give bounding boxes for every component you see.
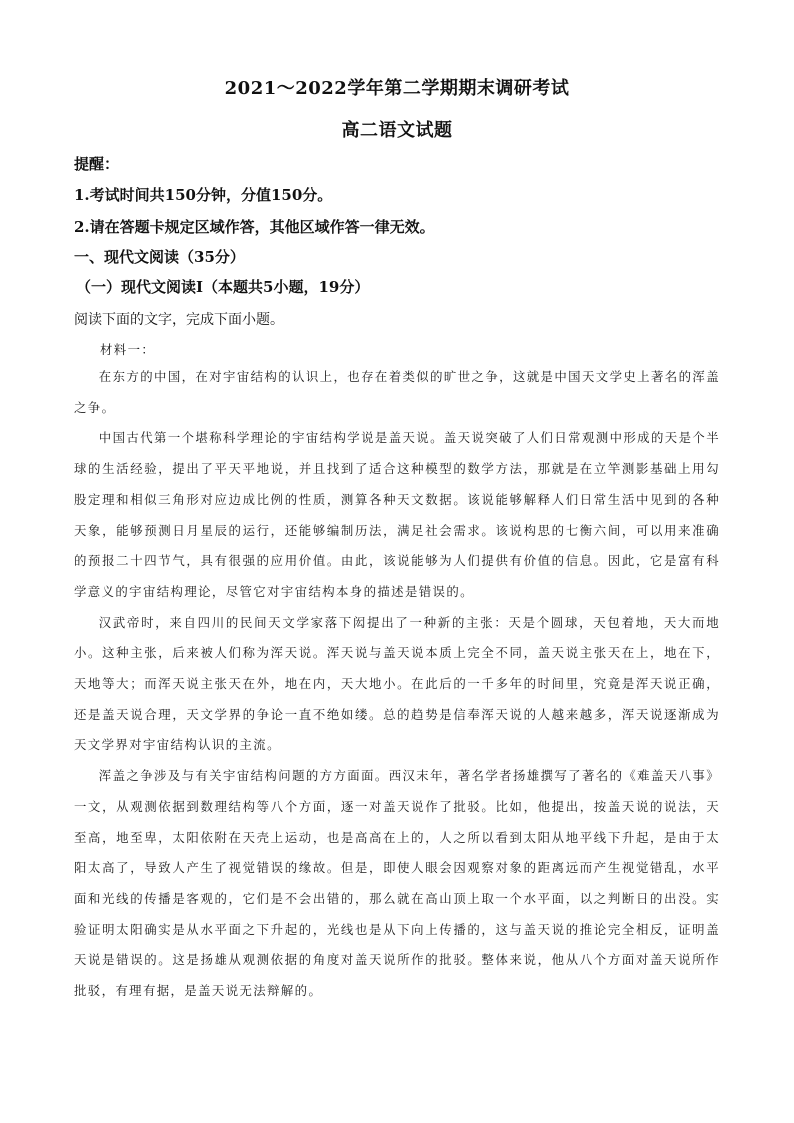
- material-paragraph-2: 中国古代第一个堪称科学理论的宇宙结构学说是盖天说。盖天说突破了人们日常观测中形成的天是个半球的生活经验，提出了平天平地说，并且找到了适合这种模型的数学方法，那就是在立竿测影基础上用勾股定理和相似三角形对应边成比例的性质，测算各种天文数据。该说能够解释人们日常生活中见到的各种天象，能够预测日月星辰的运行，还能够编制历法，满足社会需求。该说构思的七衡六间，可以用来准确的预报二十四节气，具有很强的应用价值。由此，该说能够为人们提供有价值的信息。因此，它是富有科学意义的宇宙结构理论，尽管它对宇宙结构本身的描述是错误的。: [74, 430, 720, 599]
- exam-title: 2021～2022学年第二学期期末调研考试: [224, 78, 570, 99]
- section-heading: 一、现代文阅读（35分）: [74, 248, 245, 266]
- exam-subtitle: 高二语文试题: [341, 120, 453, 141]
- material-paragraph-3: 汉武帝时，来自四川的民间天文学家落下闳提出了一种新的主张：天是个圆球，天包着地，天大而地小。这种主张，后来被人们称为浑天说。浑天说与盖天说本质上完全不同，盖天说主张天在上，地在下，天地等大；而浑天说主张天在外，地在内，天大地小。在此后的一千多年的时间里，究竟是浑天说正确，还是盖天说合理，天文学界的争论一直不绝如缕。总的趋势是信奉浑天说的人越来越多，浑天说逐渐成为天文学界对宇宙结构认识的主流。: [74, 614, 720, 753]
- material-body: [74, 362, 720, 1007]
- material-paragraph-1: 在东方的中国，在对宇宙结构的认识上，也存在着类似的旷世之争，这就是中国天文学史上著名的浑盖之争。: [74, 369, 720, 415]
- notice-label: 提醒：: [74, 155, 120, 173]
- notice-item-1: 1.考试时间共150分钟，分值150分。: [74, 186, 333, 204]
- material-label: 材料一：: [100, 342, 156, 357]
- section-subheading: （一）现代文阅读Ⅰ（本题共5小题，19分）: [76, 278, 370, 296]
- notice-item-2: 2.请在答题卡规定区域作答，其他区域作答一律无效。: [74, 218, 435, 236]
- material-paragraph-4: 浑盖之争涉及与有关宇宙结构问题的方方面面。西汉末年，著名学者扬雄撰写了著名的《难盖天八事》一文，从观测依据到数理结构等八个方面，逐一对盖天说作了批驳。比如，他提出，按盖天说的说法，天至高，地至卑，太阳依附在天壳上运动，也是高高在上的，人之所以看到太阳从地平线下升起，是由于太阳太高了，导致人产生了视觉错误的缘故。但是，即使人眼会因观察对象的距离远而产生视觉错乱，水平面和光线的传播是客观的，它们是不会出错的，那么就在高山顶上取一个水平面，以之判断日的出没。实验证明太阳确实是从水平面之下升起的，光线也是从下向上传播的，这与盖天说的推论完全相反，证明盖天说是错误的。这是扬雄从观测依据的角度对盖天说所作的批驳。整体来说，他从八个方面对盖天说所作批驳，有理有据，是盖天说无法辩解的。: [74, 768, 720, 999]
- reading-instruction: 阅读下面的文字，完成下面小题。: [74, 312, 284, 328]
